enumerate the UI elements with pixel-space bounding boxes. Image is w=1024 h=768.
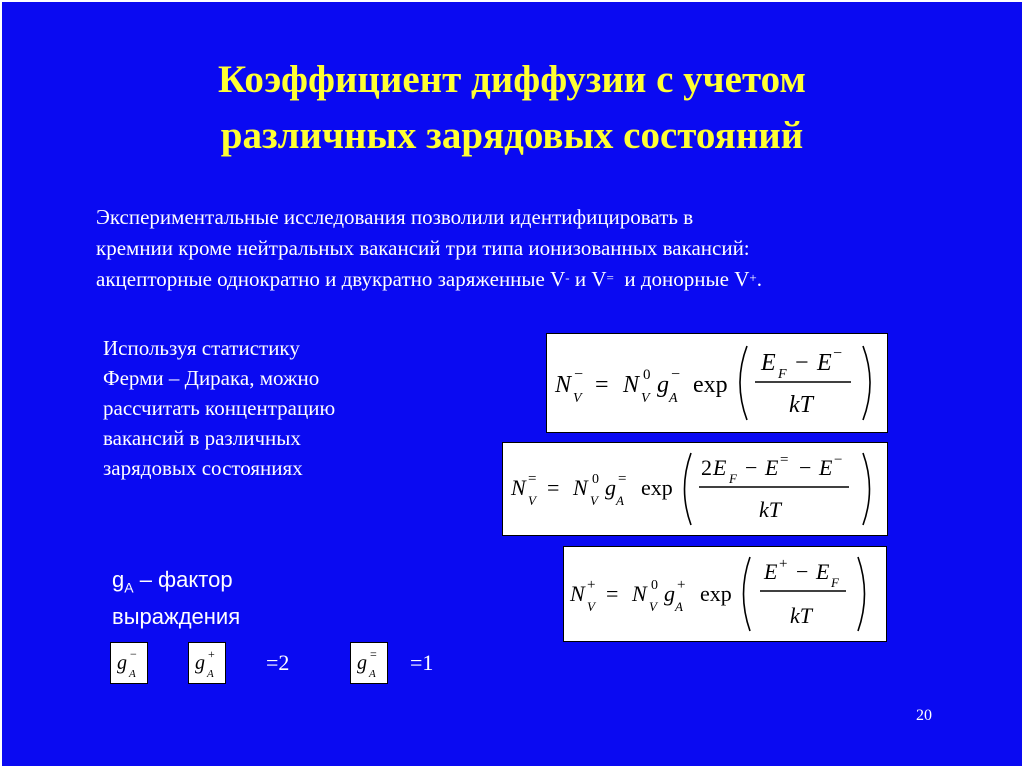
- page-number: 20: [916, 707, 932, 724]
- denominator-kt-3: kT: [790, 603, 812, 628]
- svg-text:2: 2: [701, 455, 712, 480]
- svg-text:+: +: [779, 556, 788, 572]
- formula-donor-svg: [564, 547, 886, 641]
- svg-text:N: N: [511, 475, 526, 500]
- svg-text:g: g: [117, 652, 127, 674]
- svg-text:+: +: [677, 577, 686, 593]
- svg-text:g: g: [605, 475, 616, 500]
- svg-text:+: +: [587, 577, 596, 593]
- svg-text:=: =: [547, 475, 560, 500]
- g-double-svg: [351, 643, 387, 683]
- denominator-kt-1: kT: [789, 392, 813, 418]
- svg-text:=: =: [595, 372, 609, 398]
- svg-text:=: =: [606, 581, 619, 606]
- svg-text:E: E: [713, 455, 727, 480]
- svg-text:E: E: [761, 350, 776, 376]
- svg-text:−: −: [745, 455, 758, 480]
- svg-text:A: A: [669, 391, 678, 406]
- svg-text:=: =: [370, 647, 377, 661]
- svg-text:V: V: [649, 599, 657, 614]
- intro-line-2: кремнии кроме нейтральных вакансий три типа ионизованных вакансий:: [96, 236, 750, 260]
- svg-text:A: A: [369, 668, 376, 680]
- svg-text:F: F: [831, 575, 839, 590]
- fermi-dirac-text: [103, 333, 423, 483]
- svg-text:−: −: [799, 455, 812, 480]
- intro-period: .: [756, 267, 762, 291]
- svg-text:A: A: [675, 599, 683, 614]
- svg-text:+: +: [208, 647, 215, 661]
- exp-label-2: exp: [641, 475, 673, 500]
- svg-text:A: A: [616, 493, 624, 508]
- svg-text:−: −: [796, 559, 809, 584]
- left-line-2: Ферми – Дирака, можно: [103, 366, 320, 390]
- svg-text:g: g: [657, 372, 669, 398]
- factor-rest: – фактор: [133, 567, 233, 592]
- svg-text:=: =: [618, 471, 627, 487]
- denominator-kt-2: kT: [759, 497, 781, 522]
- factor-sub-a: A: [124, 579, 134, 596]
- slide-title: [0, 52, 1024, 164]
- factor-line-2: выраждения: [112, 604, 241, 630]
- svg-text:N: N: [555, 372, 572, 398]
- svg-text:V: V: [641, 391, 650, 406]
- left-line-4: вакансий в различных: [103, 426, 301, 450]
- left-line-3: рассчитать концентрацию: [103, 396, 336, 420]
- svg-text:−: −: [574, 366, 584, 383]
- formula-single-acceptor: [546, 333, 888, 433]
- eq-equals-two: =2: [266, 650, 290, 675]
- svg-text:0: 0: [643, 367, 651, 383]
- sup-minus: -: [565, 270, 570, 285]
- formula-donor: [563, 546, 887, 642]
- svg-text:A: A: [207, 668, 214, 680]
- formula-single-acceptor-svg: [547, 334, 887, 432]
- eq-equals-one: =1: [410, 650, 434, 675]
- svg-text:=: =: [528, 471, 537, 487]
- svg-text:−: −: [130, 647, 137, 661]
- g-minus-box: [110, 642, 148, 684]
- svg-text:=: =: [780, 452, 789, 468]
- formula-double-acceptor: [502, 442, 888, 536]
- svg-text:E: E: [817, 350, 832, 376]
- svg-text:−: −: [833, 345, 843, 362]
- svg-text:A: A: [129, 668, 136, 680]
- factor-line-1: [112, 565, 332, 602]
- intro-line-3: [96, 264, 956, 295]
- left-line-1: Используя статистику: [103, 336, 300, 360]
- g-plus-box: [188, 642, 226, 684]
- svg-text:0: 0: [651, 578, 658, 593]
- svg-text:N: N: [632, 581, 647, 606]
- sup-double: =: [606, 270, 614, 285]
- svg-text:V: V: [573, 391, 582, 406]
- degeneracy-factor-label: [112, 565, 332, 632]
- sup-plus: +: [749, 270, 757, 285]
- intro-and-text: и V: [569, 267, 607, 291]
- title-line-1: Коэффициент диффузии с учетом: [218, 58, 806, 101]
- svg-text:E: E: [819, 455, 833, 480]
- svg-text:−: −: [795, 350, 809, 376]
- svg-text:N: N: [570, 581, 585, 606]
- exp-label-1: exp: [693, 372, 728, 398]
- intro-acceptor-text: акцепторные однократно и двукратно заряженные V: [96, 267, 566, 291]
- g-plus-svg: [189, 643, 225, 683]
- svg-text:E: E: [765, 455, 779, 480]
- intro-donor-text: и донорные V: [613, 267, 750, 291]
- svg-text:F: F: [778, 367, 787, 382]
- exp-label-3: exp: [700, 581, 732, 606]
- g-double-box: [350, 642, 388, 684]
- svg-text:g: g: [357, 652, 367, 674]
- intro-paragraph: [96, 202, 956, 295]
- left-line-5: зарядовых состояниях: [103, 456, 303, 480]
- svg-text:V: V: [528, 493, 536, 508]
- svg-text:g: g: [664, 581, 675, 606]
- svg-text:E: E: [764, 559, 778, 584]
- svg-text:−: −: [834, 452, 843, 468]
- svg-text:0: 0: [592, 472, 599, 487]
- title-line-2: различных зарядовых состояний: [220, 114, 804, 157]
- svg-text:V: V: [587, 599, 595, 614]
- factor-g: g: [112, 567, 125, 592]
- svg-text:V: V: [590, 493, 598, 508]
- svg-text:N: N: [623, 372, 640, 398]
- svg-text:E: E: [816, 559, 830, 584]
- intro-line-1: Экспериментальные исследования позволили идентифицировать в: [96, 205, 694, 229]
- g-minus-svg: [111, 643, 147, 683]
- svg-text:N: N: [573, 475, 588, 500]
- formula-double-acceptor-svg: [503, 443, 887, 535]
- svg-text:g: g: [195, 652, 205, 674]
- svg-text:F: F: [729, 471, 737, 486]
- svg-text:−: −: [671, 366, 681, 383]
